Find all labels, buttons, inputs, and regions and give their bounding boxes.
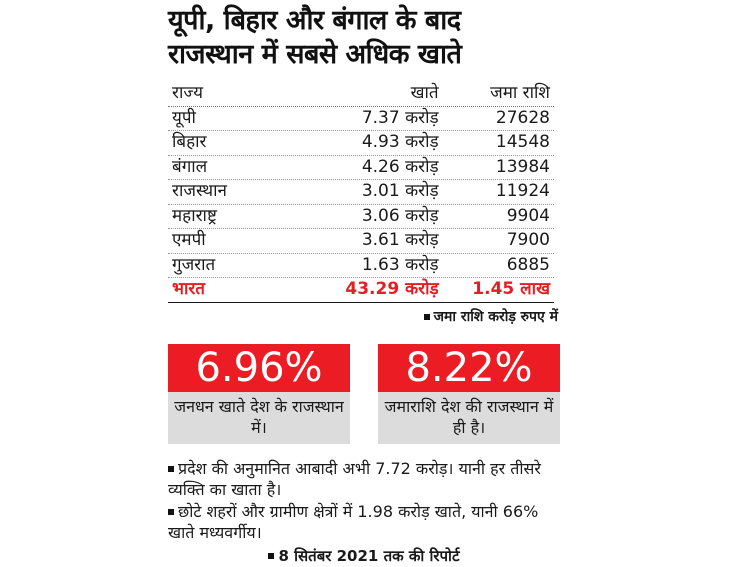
table-row	[168, 131, 554, 156]
list-item	[168, 458, 560, 500]
headline-line-2: राजस्थान में सबसे अधिक खाते	[168, 39, 462, 70]
stat-box-accounts	[168, 344, 350, 444]
accounts-cell: 3.06 करोड़	[361, 205, 439, 226]
deposit-cell: 13984	[495, 156, 550, 177]
state-cell: यूपी	[172, 107, 196, 128]
state-cell: महाराष्ट्र	[172, 205, 217, 226]
stat-boxes	[168, 344, 560, 444]
table-total-row	[168, 278, 554, 303]
square-bullet-icon	[168, 466, 174, 472]
accounts-cell: 7.37 करोड़	[361, 107, 439, 128]
state-cell: एमपी	[172, 230, 206, 250]
total-deposit: 1.45 लाख	[472, 279, 550, 299]
deposit-cell: 7900	[506, 230, 550, 250]
accounts-cell: 3.61 करोड़	[361, 230, 439, 250]
bullet-text: प्रदेश की अनुमानित आबादी अभी 7.72 करोड़। यानी हर तीसरे व्यक्ति का खाता है।	[168, 458, 541, 499]
total-accounts: 43.29 करोड़	[345, 279, 439, 299]
stat-caption: जनधन खाते देश के राजस्थान में।	[168, 392, 350, 444]
state-cell: गुजरात	[172, 254, 216, 275]
list-item	[168, 501, 560, 543]
table-row	[168, 254, 554, 279]
header-deposit: जमा राशि	[490, 83, 550, 103]
table-row	[168, 156, 554, 181]
bullet-text: छोटे शहरों और ग्रामीण क्षेत्रों में 1.98 करोड़ खाते, यानी 66% खाते मध्यवर्गीय।	[168, 501, 539, 542]
state-cell: बिहार	[172, 132, 207, 152]
accounts-cell: 1.63 करोड़	[361, 254, 439, 275]
header-accounts: खाते	[410, 83, 439, 103]
state-cell: बंगाल	[172, 156, 208, 177]
table-row	[168, 205, 554, 230]
header-state: राज्य	[172, 83, 203, 103]
square-bullet-icon	[268, 553, 274, 559]
bullet-list	[168, 458, 560, 567]
table-row	[168, 229, 554, 254]
square-bullet-icon	[168, 509, 174, 515]
square-bullet-icon	[424, 314, 430, 320]
stat-box-deposit	[378, 344, 560, 444]
table-note-text: जमा राशि करोड़ रुपए में	[433, 308, 558, 325]
accounts-cell: 4.93 करोड़	[361, 132, 439, 152]
accounts-cell: 3.01 करोड़	[361, 181, 439, 201]
deposit-cell: 27628	[495, 107, 550, 128]
total-state: भारत	[172, 279, 205, 299]
table-row	[168, 180, 554, 205]
stat-value: 8.22%	[378, 344, 560, 392]
deposit-cell: 6885	[506, 254, 550, 275]
headline-line-1: यूपी, बिहार और बंगाल के बाद	[168, 5, 461, 36]
deposit-cell: 9904	[506, 205, 550, 226]
stat-caption: जमाराशि देश की राजस्थान में ही है।	[378, 392, 560, 444]
report-date-text: 8 सितंबर 2021 तक की रिपोर्ट	[278, 546, 460, 565]
state-cell: राजस्थान	[172, 181, 227, 201]
deposit-cell: 14548	[495, 132, 550, 152]
headline	[168, 4, 562, 72]
infographic	[168, 0, 562, 567]
deposit-cell: 11924	[495, 181, 550, 201]
report-date	[168, 546, 560, 567]
stat-value: 6.96%	[168, 344, 350, 392]
accounts-table	[168, 82, 554, 303]
table-header	[168, 82, 554, 107]
accounts-cell: 4.26 करोड़	[361, 156, 439, 177]
table-note	[168, 307, 562, 326]
table-row	[168, 107, 554, 132]
